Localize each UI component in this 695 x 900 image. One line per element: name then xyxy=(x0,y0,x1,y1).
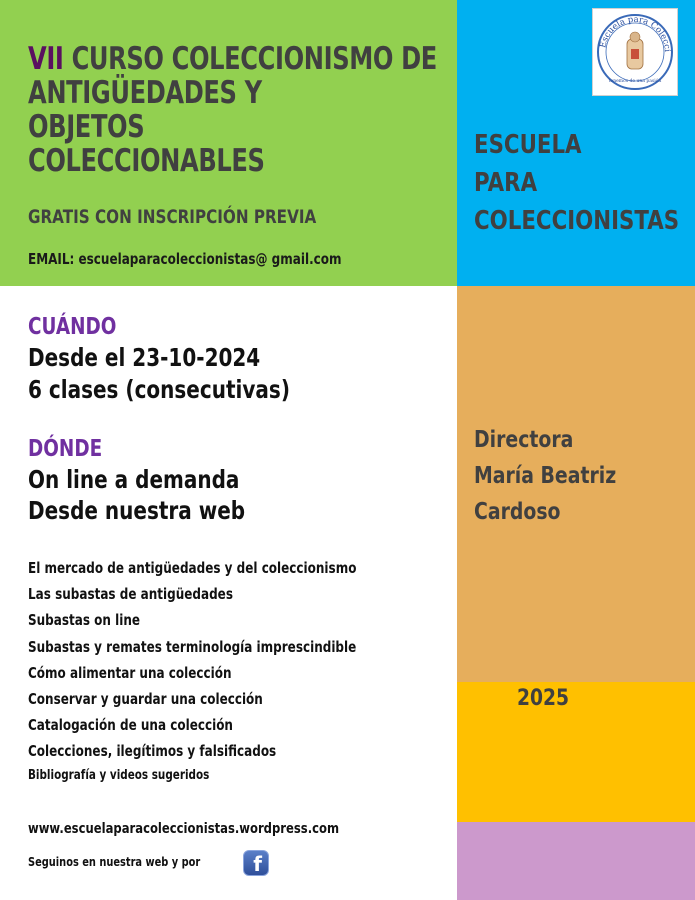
location-line2: Desde nuestra web xyxy=(28,496,246,525)
course-title-line1: VII CURSO COLECCIONISMO DE xyxy=(28,41,437,77)
course-edition: VII xyxy=(28,41,64,77)
course-title-line2: ANTIGÜEDADES Y xyxy=(28,75,262,111)
director-name-line1: María Beatriz xyxy=(474,463,617,489)
contact-email[interactable]: EMAIL: escuelaparacoleccionistas@ gmail.com xyxy=(28,250,342,268)
school-name-line2: PARA xyxy=(474,168,538,198)
topic-item: Subastas on line xyxy=(28,611,141,629)
director-name-line2: Cardoso xyxy=(474,499,561,525)
website-link[interactable]: www.escuelaparacoleccionistas.wordpress.com xyxy=(28,821,340,837)
when-heading: CUÁNDO xyxy=(28,314,117,340)
topic-item: Catalogación de una colección xyxy=(28,716,233,734)
topic-item: Colecciones, ilegítimos y falsificados xyxy=(28,742,277,760)
school-logo xyxy=(592,8,678,96)
school-name-line1: ESCUELA xyxy=(474,130,582,160)
topic-item: Cómo alimentar una colección xyxy=(28,664,232,682)
svg-text:tenemos de una pasión: tenemos de una pasión xyxy=(608,79,662,84)
facebook-icon[interactable]: f xyxy=(243,850,269,876)
location-line1: On line a demanda xyxy=(28,465,240,494)
svg-text:Escuela para Coleccionistas: Escuela para Colecci xyxy=(598,14,673,53)
course-title-line3: OBJETOS xyxy=(28,109,145,145)
logo-seal-icon xyxy=(593,9,677,95)
course-year: 2025 xyxy=(517,686,570,711)
follow-us-text: Seguinos en nuestra web y por xyxy=(28,855,201,869)
topic-item: El mercado de antigüedades y del coleccionismo xyxy=(28,559,357,577)
free-registration-note: GRATIS CON INSCRIPCIÓN PREVIA xyxy=(28,206,317,228)
director-role: Directora xyxy=(474,427,574,453)
footer-color-panel xyxy=(457,822,695,900)
year-panel xyxy=(457,682,695,822)
start-date: Desde el 23-10-2024 xyxy=(28,343,261,372)
course-title-line4: COLECCIONABLES xyxy=(28,143,265,179)
where-heading: DÓNDE xyxy=(28,436,103,462)
topic-item: Conservar y guardar una colección xyxy=(28,690,263,708)
topic-item: Las subastas de antigüedades xyxy=(28,585,233,603)
class-count: 6 clases (consecutivas) xyxy=(28,375,290,404)
school-name-line3: COLECCIONISTAS xyxy=(474,206,680,236)
topic-item: Bibliografía y videos sugeridos xyxy=(28,768,210,783)
topic-item: Subastas y remates terminología imprescindible xyxy=(28,638,357,656)
